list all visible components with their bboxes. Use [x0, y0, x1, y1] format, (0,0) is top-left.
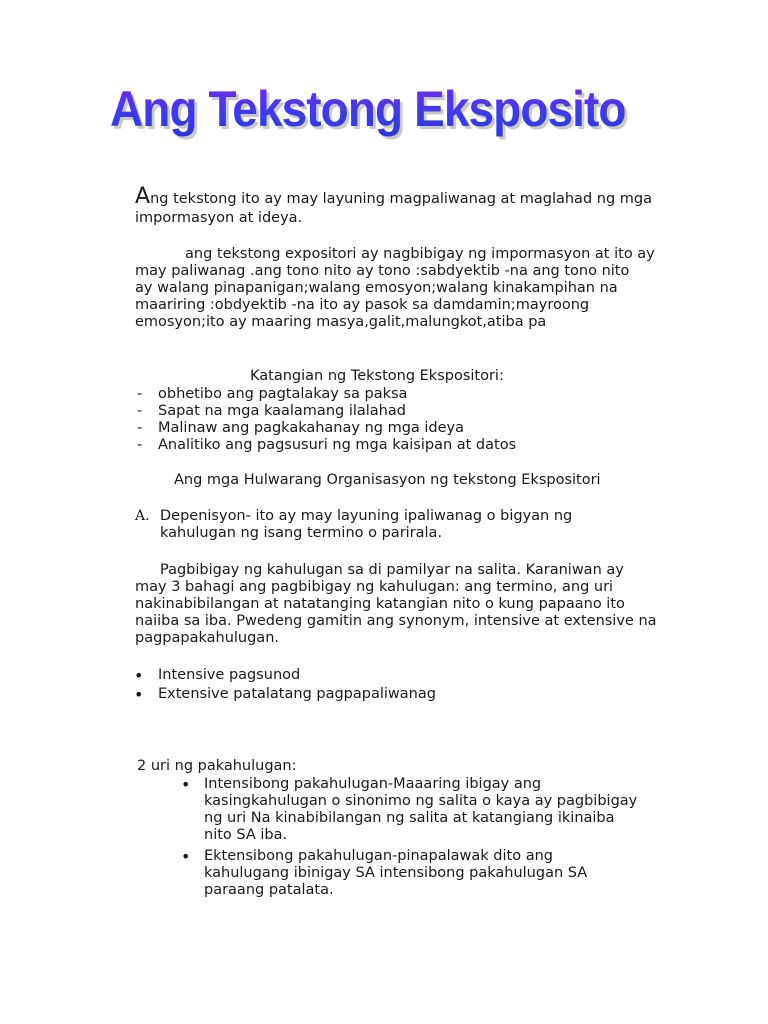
dash-marker: -: [137, 386, 143, 402]
paragraph2-line: pagpapakahulugan.: [135, 630, 279, 646]
paragraph1-line: ang tekstong expositori ay nagbibigay ng impormasyon at ito ay: [185, 246, 655, 262]
paragraph1-line: emosyon;ito ay maaring masya,galit,malungkot,atiba pa: [135, 314, 547, 330]
intro-line-1-text: ng tekstong ito ay may layuning magpaliwanag at maglahad ng mga: [150, 191, 652, 207]
paragraph2-line: may 3 bahagi ang pagbibigay ng kahulugan: ang termino, ang uri: [135, 579, 614, 595]
dash-marker: -: [137, 437, 143, 453]
bullet-icon: •: [134, 666, 144, 685]
bullet-icon: •: [181, 847, 191, 866]
intro-line-2: impormasyon at ideya.: [135, 210, 303, 226]
paragraph1-line: may paliwanag .ang tono nito ay tono :sabdyektib -na ang tono nito: [135, 263, 630, 279]
uri-item-line: paraang patalata.: [204, 882, 334, 898]
bullet-item: Intensive pagsunod: [158, 667, 301, 683]
intro-line-1: [135, 184, 652, 209]
katangian-item: Sapat na mga kaalamang ilalahad: [158, 403, 406, 419]
uri-item-line: ng uri Na kinabibilangan ng salita at katangiang ikinaiba: [204, 810, 615, 826]
paragraph2-line: naiiba sa iba. Pwedeng gamitin ang synonym, intensive at extensive na: [135, 613, 657, 629]
dash-marker: -: [137, 420, 143, 436]
katangian-item: Analitiko ang pagsusuri ng mga kaisipan at datos: [158, 437, 517, 453]
bullet-icon: •: [181, 775, 191, 794]
drop-cap: A: [135, 184, 151, 209]
uri-item-line: Intensibong pakahulugan-Maaaring ibigay ang: [204, 776, 542, 792]
document-title: Ang Tekstong Ekspositori: [110, 81, 655, 137]
uri-item-line: nito SA iba.: [204, 827, 288, 843]
uri-item-line: kasingkahulugan o sinonimo ng salita o kaya ay pagbibigay: [204, 793, 638, 809]
katangian-item: Malinaw ang pagkakahanay ng mga ideya: [158, 420, 465, 436]
paragraph2-line: nakinabibilangan at natatanging katangian nito o kung papaano ito: [135, 596, 625, 612]
bullet-item: Extensive patalatang pagpapaliwanag: [158, 686, 436, 702]
item-a-line: Depenisyon- ito ay may layuning ipaliwanag o bigyan ng: [160, 508, 573, 524]
hulwaran-heading: Ang mga Hulwarang Organisasyon ng tekstong Ekspositori: [174, 472, 601, 488]
paragraph2-line: Pagbibigay ng kahulugan sa di pamilyar na salita. Karaniwan ay: [160, 562, 624, 578]
bullet-icon: •: [134, 685, 144, 704]
uri-item-line: kahulugang ibinigay SA intensibong pakahulugan SA: [204, 865, 588, 881]
paragraph1-line: maariring :obdyektib -na ito ay pasok sa damdamin;mayroong: [135, 297, 590, 313]
katangian-heading: Katangian ng Tekstong Ekspositori:: [250, 368, 504, 384]
dash-marker: -: [137, 403, 143, 419]
uri-heading: 2 uri ng pakahulugan:: [137, 758, 297, 774]
katangian-item: obhetibo ang pagtalakay sa paksa: [158, 386, 408, 402]
item-a-letter: A.: [135, 508, 150, 524]
uri-item-line: Ektensibong pakahulugan-pinapalawak dito ang: [204, 848, 553, 864]
item-a-line: kahulugan ng isang termino o parirala.: [160, 525, 443, 541]
paragraph1-line: ay walang pinapanigan;walang emosyon;walang kinakampihan na: [135, 280, 618, 296]
